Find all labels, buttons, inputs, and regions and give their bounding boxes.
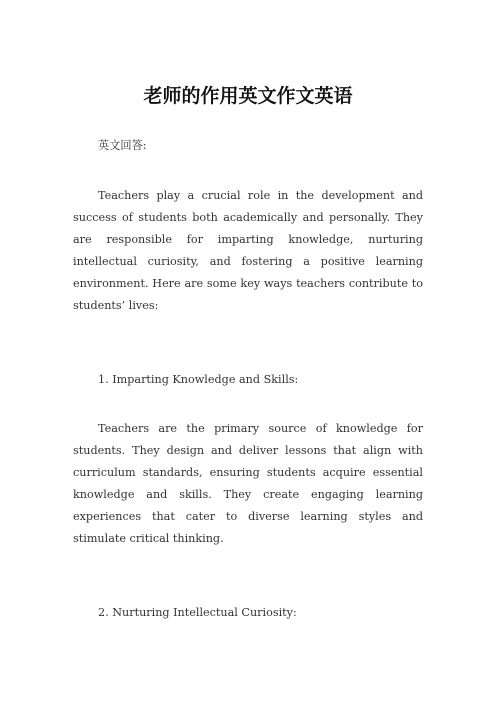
section-1-paragraph: Teachers are the primary source of knowledge for students. They design and deliver lessons that align with curriculum standards, ensuring students acquire essential knowledge and skills. They create engaging learning experiences that cater to diverse learning styles and stimulate critical thinking. <box>73 422 423 545</box>
answer-label: 英文回答: <box>98 139 147 152</box>
document-title: 老师的作用英文作文英语 <box>143 85 353 107</box>
intro-paragraph: Teachers play a crucial role in the development and success of students both academically and personally. They are responsible for imparting knowledge, nurturing intellectual curiosity, and fostering a positive learning environment. Here are some key ways teachers contribute to students’ lives: <box>73 189 423 312</box>
section-heading-2: 2. Nurturing Intellectual Curiosity: <box>98 606 297 619</box>
section-heading-1: 1. Imparting Knowledge and Skills: <box>98 373 299 386</box>
